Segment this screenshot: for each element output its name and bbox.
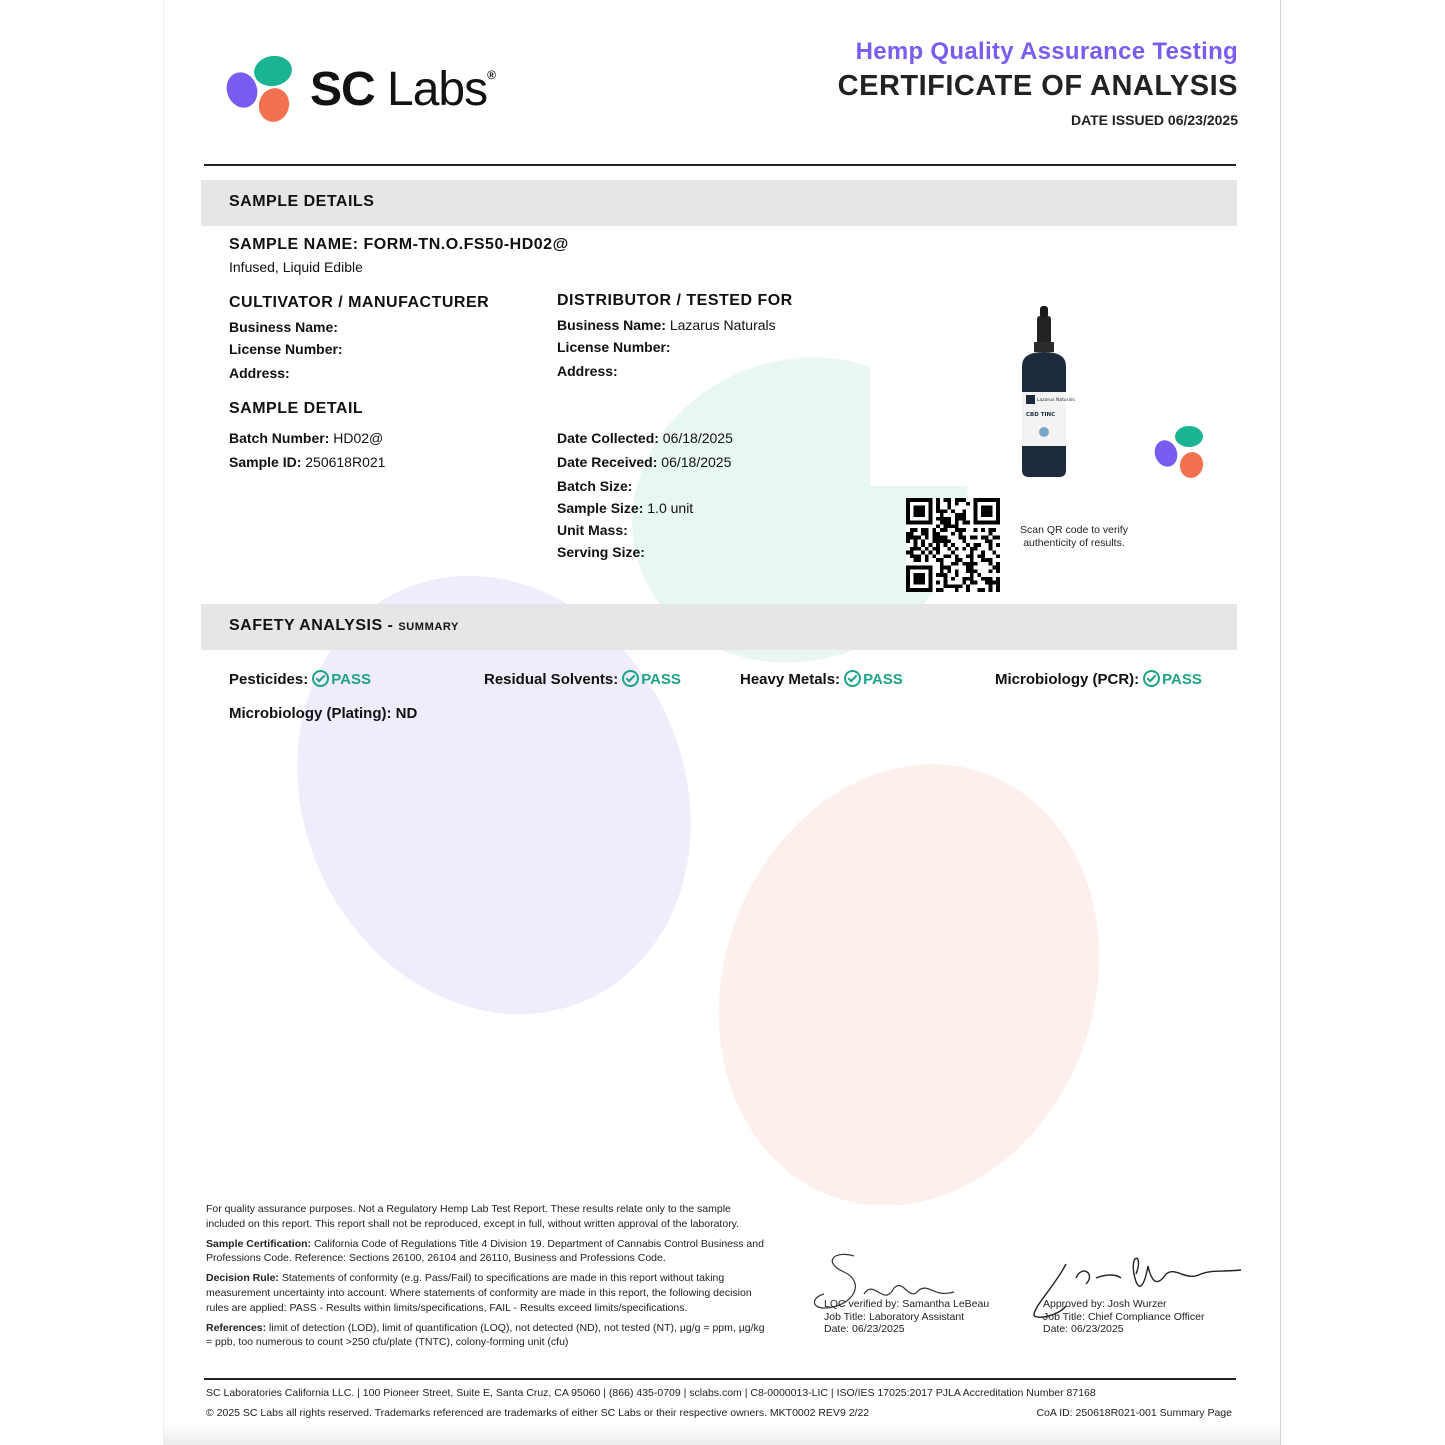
date-received: Date Received: 06/18/2025 (557, 454, 732, 470)
batch-size: Batch Size: (557, 478, 633, 494)
report-type-title: Hemp Quality Assurance Testing (855, 38, 1238, 65)
sample-details-label: SAMPLE DETAILS (229, 193, 375, 210)
logo-blob-coral (255, 85, 293, 126)
pass-check-icon (622, 670, 639, 687)
distributor-license-number: License Number: (557, 339, 671, 355)
sample-name: SAMPLE NAME: FORM-TN.O.FS50-HD02@ (229, 236, 569, 253)
certificate-title: CERTIFICATE OF ANALYSIS (837, 70, 1238, 102)
decision-rule-text: Decision Rule: Statements of conformity (e.g. Pass/Fail) to specifications are made in this report without taking measurement uncertainty into account. Where statements of conformity are made in this report, the following decision rules are applied: PASS - Results within limits/specifications, FAIL - Results exceed limits/specifications. (206, 1272, 752, 1314)
cultivator-license-number: License Number: (229, 341, 343, 357)
serving-size: Serving Size: (557, 544, 645, 560)
verification-qr-code[interactable] (906, 498, 1000, 592)
cultivator-address: Address: (229, 365, 290, 381)
pesticides-result: Pesticides: PASS (229, 671, 371, 688)
sample-detail-heading: SAMPLE DETAIL (229, 400, 364, 417)
cultivator-business-name: Business Name: (229, 319, 338, 335)
sample-type: Infused, Liquid Edible (229, 259, 363, 275)
bg-peach-shape (658, 710, 1160, 1259)
date-issued: DATE ISSUED 06/23/2025 (1070, 112, 1238, 128)
footer-coa-id: CoA ID: 250618R021-001 Summary Page (1036, 1407, 1232, 1419)
microbiology-pcr-result: Microbiology (PCR): PASS (995, 671, 1202, 688)
heavy-metals-result: Heavy Metals: PASS (740, 671, 903, 688)
qr-caption: Scan QR code to verify authenticity of results. (1020, 524, 1128, 549)
pass-check-icon (844, 670, 861, 687)
sample-details-band (201, 180, 1237, 226)
logo-blob-teal (252, 53, 295, 89)
logo-wordmark: SC Labs® (310, 63, 495, 116)
footer-divider (204, 1378, 1236, 1380)
svg-text:Lazarus Naturals: Lazarus Naturals (1037, 398, 1075, 403)
safety-analysis-label: SAFETY ANALYSIS - SUMMARY (229, 617, 459, 634)
sample-size: Sample Size: 1.0 unit (557, 500, 694, 516)
lqc-signature-block: LQC verified by: Samantha LeBeau Job Title: Laboratory Assistant Date: 06/23/2025 (824, 1298, 990, 1335)
residual-solvents-result: Residual Solvents: PASS (484, 671, 681, 688)
sample-id: Sample ID: 250618R021 (229, 454, 386, 470)
references-text: References: limit of detection (LOD), limit of quantification (LOQ), not detected (ND), not tested (NT), µg/g = ppm, µg/kg = ppb, too numerous to count >250 cfu/plate (TNTC), colony-forming unit (cfu) (206, 1321, 765, 1349)
product-bottle-image (1014, 304, 1084, 480)
footer-copyright: © 2025 SC Labs all rights reserved. Trademarks referenced are trademarks of either SC Labs or their respective owners. MKT0002 REV9 2/22 (206, 1407, 870, 1419)
cultivator-heading: CULTIVATOR / MANUFACTURER (229, 294, 490, 311)
safety-analysis-band (201, 604, 1237, 650)
footer-company-info: SC Laboratories California LLC. | 100 Pioneer Street, Suite E, Santa Cruz, CA 95060 | (866) 435-0709 | sclabs.com | C8-0000013-LIC | ISO/IES 17025:2017 PJLA Accreditation Number 87168 (206, 1387, 1096, 1399)
mini-blob-teal (1175, 426, 1203, 447)
distributor-heading: DISTRIBUTOR / TESTED FOR (557, 292, 793, 309)
disclaimer-text: For quality assurance purposes. Not a Regulatory Hemp Lab Test Report. These results relate only to the sample included on this report. This report shall not be reproduced, except in full, without written approval of the laboratory. (206, 1203, 740, 1230)
certification-text: Sample Certification: California Code of Regulations Title 4 Division 19. Department of Cannabis Control Business and Professions Code. Reference: Sections 26100, 26104 and 26110, Business and Professions Code. (206, 1237, 764, 1265)
fineprint-notes (206, 1202, 766, 1355)
svg-text:CBD TINC: CBD TINC (1026, 412, 1056, 418)
unit-mass: Unit Mass: (557, 522, 628, 538)
microbiology-plating-result: Microbiology (Plating): ND (229, 705, 418, 722)
distributor-address: Address: (557, 363, 618, 379)
date-collected: Date Collected: 06/18/2025 (557, 430, 733, 446)
batch-number: Batch Number: HD02@ (229, 430, 384, 446)
header-divider (204, 164, 1236, 166)
pass-check-icon (312, 670, 329, 687)
pass-check-icon (1143, 670, 1160, 687)
page-bottom-fade (164, 1425, 1280, 1445)
approver-signature-block: Approved by: Josh Wurzer Job Title: Chief Compliance Officer Date: 06/23/2025 (1043, 1298, 1205, 1335)
certificate-page (163, 0, 1281, 1445)
distributor-business-name: Business Name: Lazarus Naturals (557, 317, 776, 333)
